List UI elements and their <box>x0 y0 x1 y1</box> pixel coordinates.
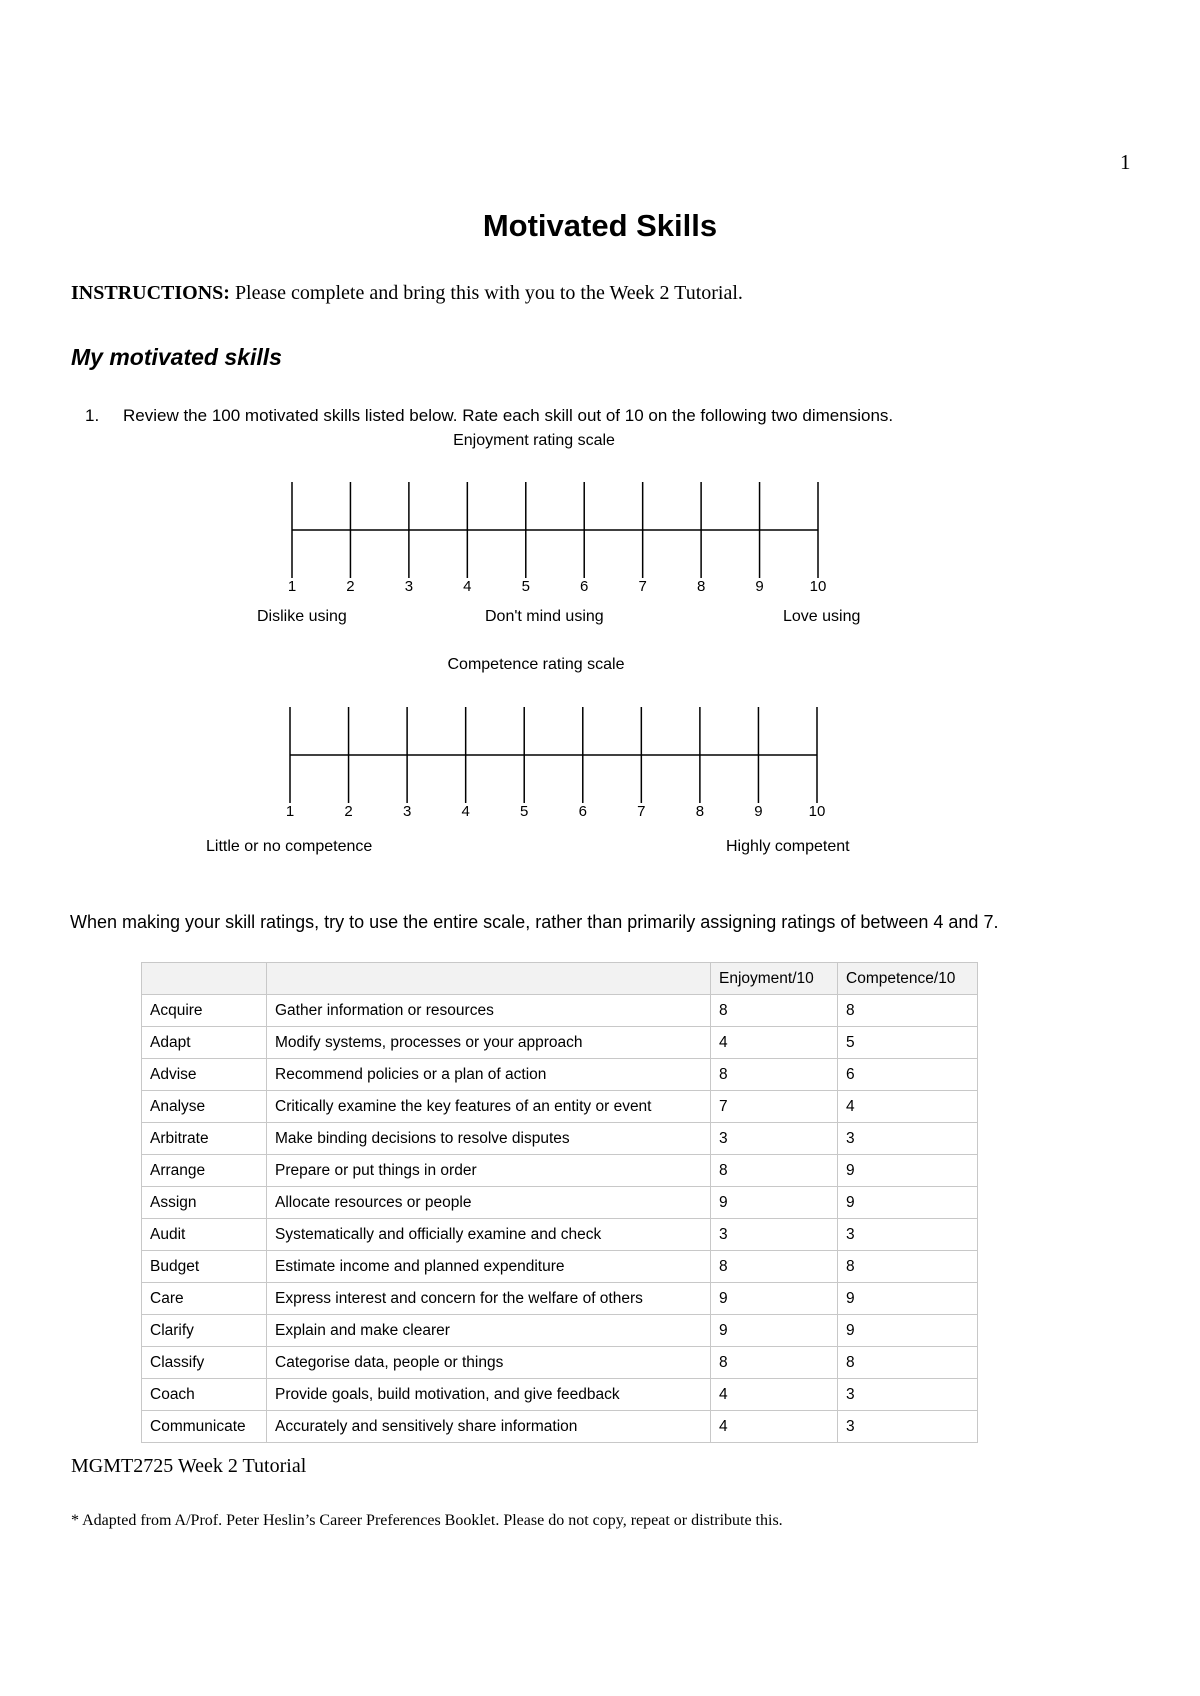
competence-rating: 6 <box>838 1059 978 1091</box>
skill-description: Critically examine the key features of an entity or event <box>267 1091 711 1123</box>
table-row <box>142 1187 978 1219</box>
table-row <box>142 1411 978 1443</box>
competence-scale-tick-label: 5 <box>520 803 529 820</box>
competence-rating: 3 <box>838 1123 978 1155</box>
skill-description: Explain and make clearer <box>267 1315 711 1347</box>
competence-scale-tick-label: 9 <box>754 803 763 820</box>
competence-anchor-high: Highly competent <box>726 838 850 855</box>
skill-description: Recommend policies or a plan of action <box>267 1059 711 1091</box>
competence-rating: 9 <box>838 1315 978 1347</box>
competence-rating: 8 <box>838 995 978 1027</box>
enjoyment-scale-tick-label: 6 <box>580 578 589 595</box>
enjoyment-scale-title: Enjoyment rating scale <box>453 432 615 449</box>
skill-name: Coach <box>142 1379 267 1411</box>
table-row <box>142 995 978 1027</box>
instructions-text: Please complete and bring this with you to the Week 2 Tutorial. <box>229 282 743 304</box>
enjoyment-scale-tick-label: 5 <box>521 578 530 595</box>
skill-name: Acquire <box>142 995 267 1027</box>
competence-anchor-low: Little or no competence <box>206 838 373 855</box>
header-enjoyment: Enjoyment/10 <box>711 963 838 995</box>
enjoyment-rating: 8 <box>711 1155 838 1187</box>
competence-rating: 8 <box>838 1251 978 1283</box>
competence-rating: 9 <box>838 1283 978 1315</box>
skill-name: Adapt <box>142 1027 267 1059</box>
skill-description: Gather information or resources <box>267 995 711 1027</box>
step-text: Review the 100 motivated skills listed below. Rate each skill out of 10 on the following two dimensions. <box>123 406 894 425</box>
enjoyment-scale-tick-label: 7 <box>638 578 647 595</box>
skill-description: Allocate resources or people <box>267 1187 711 1219</box>
enjoyment-scale-tick-label: 1 <box>287 578 297 595</box>
competence-scale-tick-label: 7 <box>637 803 646 820</box>
enjoyment-rating: 8 <box>711 1251 838 1283</box>
skill-name: Care <box>142 1283 267 1315</box>
skill-name: Communicate <box>142 1411 267 1443</box>
enjoyment-anchor-high: Love using <box>783 608 861 625</box>
header-competence: Competence/10 <box>838 963 978 995</box>
page-number: 1 <box>1120 150 1131 174</box>
skill-name: Audit <box>142 1219 267 1251</box>
enjoyment-anchor-mid: Don't mind using <box>485 608 604 625</box>
table-row <box>142 1155 978 1187</box>
table-row <box>142 1315 978 1347</box>
skill-name: Assign <box>142 1187 267 1219</box>
competence-scale-tick-label: 4 <box>461 803 470 820</box>
skill-description: Prepare or put things in order <box>267 1155 711 1187</box>
skill-name: Clarify <box>142 1315 267 1347</box>
competence-scale-ruler <box>280 705 840 805</box>
enjoyment-rating: 7 <box>711 1091 838 1123</box>
competence-scale-tick-label: 10 <box>808 803 826 820</box>
competence-scale-tick-label: 2 <box>344 803 353 820</box>
skill-description: Express interest and concern for the welfare of others <box>267 1283 711 1315</box>
skill-description: Provide goals, build motivation, and give feedback <box>267 1379 711 1411</box>
competence-rating: 4 <box>838 1091 978 1123</box>
competence-scale-tick-label: 8 <box>695 803 705 820</box>
enjoyment-rating: 8 <box>711 995 838 1027</box>
instructions-label: INSTRUCTIONS: <box>71 282 230 304</box>
competence-rating: 5 <box>838 1027 978 1059</box>
table-row <box>142 1027 978 1059</box>
enjoyment-rating: 4 <box>711 1379 838 1411</box>
instructions <box>71 282 743 305</box>
competence-scale-tick-label: 6 <box>578 803 587 820</box>
skills-table <box>141 962 978 1443</box>
enjoyment-rating: 9 <box>711 1187 838 1219</box>
enjoyment-scale-tick-label: 8 <box>696 578 706 595</box>
skill-name: Arbitrate <box>142 1123 267 1155</box>
skill-name: Classify <box>142 1347 267 1379</box>
enjoyment-rating: 9 <box>711 1283 838 1315</box>
competence-scale-title: Competence rating scale <box>447 656 625 673</box>
table-row <box>142 1059 978 1091</box>
numbered-step <box>85 406 893 426</box>
skill-description: Systematically and officially examine and check <box>267 1219 711 1251</box>
table-row <box>142 1251 978 1283</box>
enjoyment-scale-tick-label: 4 <box>463 578 472 595</box>
enjoyment-scale-tick-label: 10 <box>809 578 827 595</box>
table-row <box>142 1379 978 1411</box>
enjoyment-scale-tick-label: 2 <box>346 578 355 595</box>
competence-rating: 9 <box>838 1187 978 1219</box>
skill-description: Accurately and sensitively share information <box>267 1411 711 1443</box>
enjoyment-anchor-low: Dislike using <box>257 608 347 625</box>
skill-description: Modify systems, processes or your approach <box>267 1027 711 1059</box>
footer-course: MGMT2725 Week 2 Tutorial <box>71 1455 307 1477</box>
competence-scale-tick-label: 1 <box>285 803 295 820</box>
section-heading: My motivated skills <box>71 344 282 370</box>
rating-advice: When making your skill ratings, try to use the entire scale, rather than primarily assigning ratings of between 4 and 7. <box>70 912 999 932</box>
competence-rating: 3 <box>838 1379 978 1411</box>
skill-name: Budget <box>142 1251 267 1283</box>
table-row <box>142 1347 978 1379</box>
competence-scale-tick-label: 3 <box>402 803 412 820</box>
enjoyment-rating: 3 <box>711 1123 838 1155</box>
table-row <box>142 1091 978 1123</box>
enjoyment-rating: 4 <box>711 1411 838 1443</box>
header-description <box>267 963 711 995</box>
skill-description: Categorise data, people or things <box>267 1347 711 1379</box>
table-row <box>142 1283 978 1315</box>
competence-rating: 9 <box>838 1155 978 1187</box>
enjoyment-scale-ruler <box>280 480 840 580</box>
footnote: * Adapted from A/Prof. Peter Heslin’s Career Preferences Booklet. Please do not copy, repeat or distribute this. <box>71 1512 783 1529</box>
table-header-row <box>142 963 978 995</box>
table-row <box>142 1123 978 1155</box>
enjoyment-rating: 4 <box>711 1027 838 1059</box>
table-row <box>142 1219 978 1251</box>
enjoyment-scale-tick-label: 9 <box>755 578 764 595</box>
competence-rating: 3 <box>838 1219 978 1251</box>
skill-description: Estimate income and planned expenditure <box>267 1251 711 1283</box>
skill-name: Advise <box>142 1059 267 1091</box>
enjoyment-rating: 8 <box>711 1347 838 1379</box>
page-title: Motivated Skills <box>482 208 718 243</box>
competence-rating: 3 <box>838 1411 978 1443</box>
enjoyment-rating: 9 <box>711 1315 838 1347</box>
skill-description: Make binding decisions to resolve disputes <box>267 1123 711 1155</box>
header-skill <box>142 963 267 995</box>
step-number: 1. <box>85 406 100 425</box>
competence-rating: 8 <box>838 1347 978 1379</box>
skill-name: Analyse <box>142 1091 267 1123</box>
enjoyment-rating: 3 <box>711 1219 838 1251</box>
skill-name: Arrange <box>142 1155 267 1187</box>
enjoyment-rating: 8 <box>711 1059 838 1091</box>
enjoyment-scale-tick-label: 3 <box>404 578 414 595</box>
